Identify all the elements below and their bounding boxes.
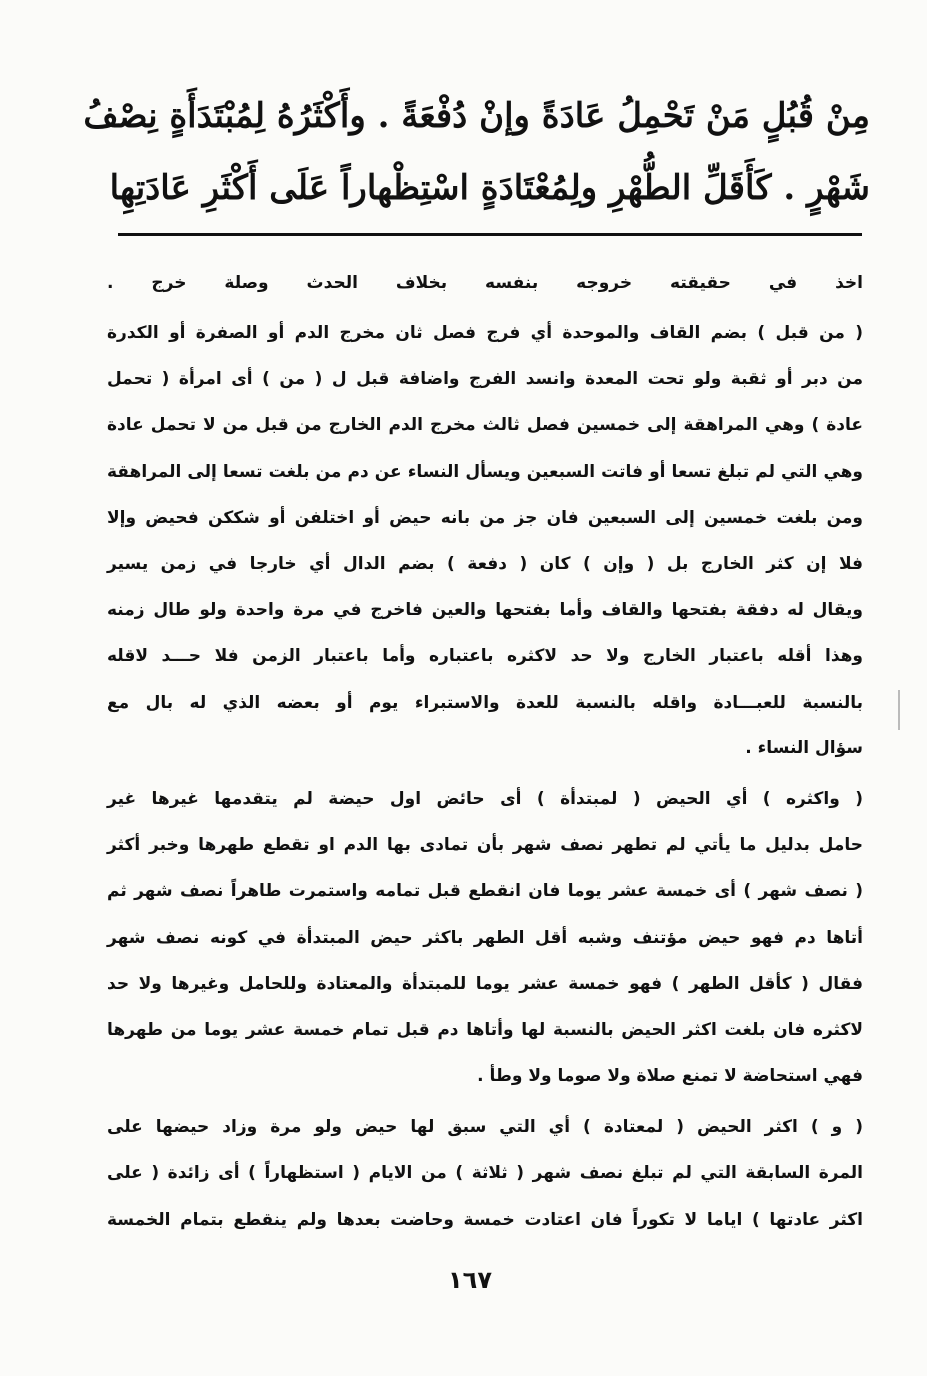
commentary-line: ( واكثره ) أي الحيض ( لمبتدأة ) أى حائض اول حيضة لم يتقدمها غيرها غير xyxy=(107,789,863,809)
commentary-line: ومن بلغت خمسين إلى السبعين فان جز من بانه حيض أو اختلفن أو شككن فحيض وإلا xyxy=(107,508,863,528)
commentary-line: ( و ) اكثر الحيض ( لمعتادة ) أي التي سبق لها حيض ولو مرة وزاد حيضها على xyxy=(107,1117,863,1137)
commentary-line: أتاها دم فهو حيض مؤتنف وشبه أقل الطهر باكثر حيض المبتدأة في كونه نصف شهر xyxy=(107,928,863,948)
commentary-line: حامل بدليل ما يأتي لم تطهر نصف شهر بأن تمادى بها الدم او تقطع طهرها وخبر أكثر xyxy=(107,835,863,855)
commentary-line: اخذ في حقيقته خروجه بنفسه بخلاف الحدث وصلة خرج . xyxy=(107,273,863,293)
page-number: ١٦٧ xyxy=(448,1266,492,1294)
commentary-line: سؤال النساء . xyxy=(745,738,863,758)
commentary-line: من دبر أو ثقبة ولو تحت المعدة وانسد الفرج واضافة قبل ل ( من ) أى امرأة ( تحمل xyxy=(107,369,863,389)
commentary-line: بالنسبة للعبـــادة واقله بالنسبة للعدة والاستبراء يوم أو بعضه الذي له بال مع xyxy=(107,693,863,713)
matn-line-1: مِنْ قُبُلٍ مَنْ تَحْمِلُ عَادَةً وإنْ دُفْعَةً . وأَكْثَرُهُ لِمُبْتَدَأَةٍ نِصْفُ xyxy=(83,96,870,136)
commentary-line: ( من قبل ) بضم القاف والموحدة أي فرج فصل ثان مخرج الدم أو الصفرة أو الكدرة xyxy=(107,323,863,343)
matn-line-2: شَهْرٍ . كَأَقَلِّ الطُّهْرِ ولِمُعْتَادَةٍ اسْتِظْهاراً عَلَى أَكْثَرِ عَادَتِهِا xyxy=(109,168,870,208)
commentary-line: لاكثره فان بلغت اكثر الحيض بالنسبة لها وأتاها دم قبل تمام خمسة عشر يوما من طهرها xyxy=(107,1020,863,1040)
commentary-line: وهذا أقله باعتبار الخارج ولا حد لاكثره باعتباره وأما باعتبار الزمن فلا حـــد لاقله xyxy=(107,646,863,666)
commentary-line: عادة ) وهي المراهقة إلى خمسين فصل ثالث مخرج الدم الخارج من قبل من لا تحمل عادة xyxy=(107,415,863,435)
commentary-line: فقال ( كأقل الطهر ) فهو خمسة عشر يوما للمبتدأة والمعتادة وللحامل وغيرها ولا حد xyxy=(107,974,863,994)
commentary-line: ويقال له دفقة بفتحها والقاف وأما بفتحها والعين فاخرج في مرة واحدة ولو طال زمنه xyxy=(107,600,863,620)
commentary-line: ( نصف شهر ) أى خمسة عشر يوما فان انقطع قبل تمامه واستمرت طاهراً نصف شهر ثم xyxy=(107,881,863,901)
commentary-line: المرة السابقة التي لم تبلغ نصف شهر ( ثلاثة ) من الايام ( استظهاراً ) أى زائدة ( على xyxy=(107,1163,863,1183)
commentary-line: فهي استحاضة لا تمنع صلاة ولا صوما ولا وطأ . xyxy=(477,1066,863,1086)
separator-rule xyxy=(118,233,862,236)
commentary-line: فلا إن كثر الخارج بل ( وإن ) كان ( دفعة ) بضم الدال أي خارجا في زمن يسير xyxy=(107,554,863,574)
commentary-line: اكثر عادتها ) اياما لا تكوراً فان اعتادت خمسة وحاضت بعدها ولم ينقطع بتمام الخمسة xyxy=(107,1210,863,1230)
scan-artifact xyxy=(898,690,908,730)
commentary-line: وهي التي لم تبلغ تسعا أو فاتت السبعين ويسأل النساء عن دم من بلغت تسعا إلى المراهقة xyxy=(107,462,863,482)
